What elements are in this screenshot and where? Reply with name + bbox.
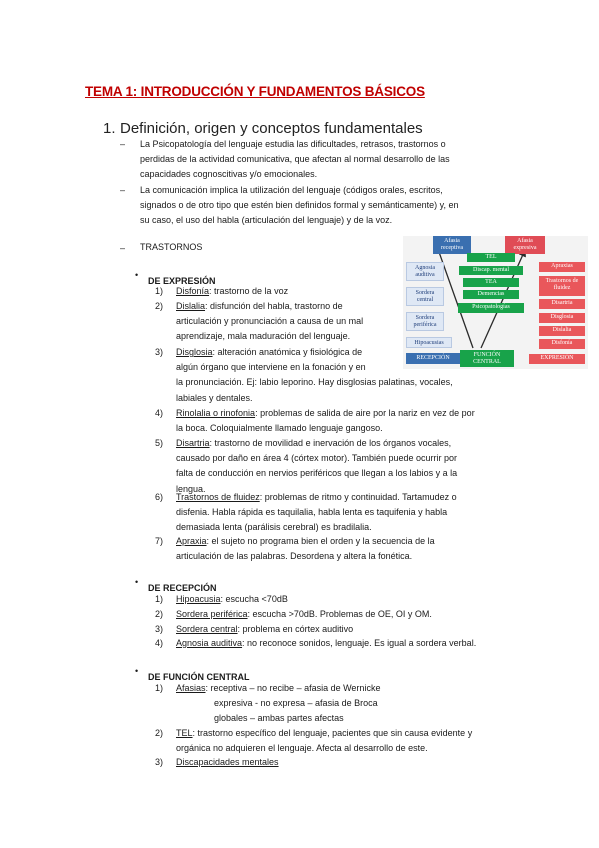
header-afasia-expresiva: Afasia expresiva [505, 236, 545, 254]
box-sordera-periferica: Sordera periférica [406, 312, 444, 331]
list-item: 3) Disglosia: alteración anatómica y fisiológica de algún órgano que interviene en la fonación y en la pronunciación. Ej: labio leporino. Hay disglosias palatinas, vocales, labiales y dentales. [155, 347, 453, 403]
box-disglosia: Disglosia [539, 313, 585, 323]
box-discap-mental: Discap. mental [459, 266, 523, 275]
expresion-heading: DE EXPRESIÓN [148, 276, 216, 286]
funcion-central-heading: DE FUNCIÓN CENTRAL [148, 672, 250, 682]
term-disfonia: Disfonía [176, 286, 210, 296]
recepcion-heading: DE RECEPCIÓN [148, 583, 217, 593]
term-sordera-central: Sordera central [176, 624, 238, 634]
box-dislalia: Dislalia [539, 326, 585, 336]
box-demencias: Demencias [463, 290, 519, 299]
box-disfonia: Disfonía [539, 339, 585, 349]
term-tel: TEL [176, 728, 193, 738]
section-heading-text: Definición, origen y conceptos fundamentales [120, 120, 423, 137]
text-line: signados o de otro tipo que estén bien definidos formal y semánticamente) y, en [140, 200, 459, 211]
text-line: capacidades cognoscitivas y/o emocionales. [140, 169, 318, 180]
term-afasias: Afasias [176, 683, 206, 693]
term-discapacidades-mentales: Discapacidades mentales [176, 757, 279, 767]
document-title: TEMA 1: INTRODUCCIÓN Y FUNDAMENTOS BÁSICOS [85, 84, 425, 99]
term-dislalia: Dislalia [176, 301, 206, 311]
list-item: 2) TEL: trastorno específico del lenguaje, pacientes que sin causa evidente y orgánica no adquieren el lenguaje. Afecta al desarrollo de este. [155, 728, 473, 754]
term-sordera-periferica: Sordera periférica [176, 609, 248, 619]
term-disglosia: Disglosia [176, 347, 213, 357]
box-trastornos-fluidez: Trastornos de fluidez [539, 276, 585, 296]
box-hipoacusias: Hipoacusias [406, 337, 452, 348]
text-line: La Psicopatología del lenguaje estudia las dificultades, retrasos, trastornos o [140, 139, 446, 149]
text-line: La comunicación implica la utilización del lenguaje (códigos orales, escritos, [140, 185, 443, 195]
section-heading [103, 120, 423, 137]
box-tea: TEA [463, 278, 519, 287]
list-item: 1) Afasias: receptiva – no recibe – afasia de Wernicke expresiva - no expresa – afasia de Broca globales – ambas partes afectas [155, 683, 381, 724]
intro-paragraph-1 [140, 137, 450, 183]
term-rinolalia: Rinolalia o rinofonia [176, 408, 256, 418]
arrow-right [481, 250, 525, 348]
term-hipoacusia: Hipoacusia [176, 594, 221, 604]
box-apraxias: Apraxias [539, 262, 585, 272]
dash-marker: – [120, 185, 126, 195]
section-number: 1. [103, 120, 116, 137]
list-item: 5) Disartria: trastorno de movilidad e inervación de los órganos vocales, causado por daño en área 4 (córtex motor). También puede ocurrir por falta de conducción en nervios periféricos que llegan a los labios y a la lengua. [155, 438, 458, 494]
list-item: 3) Discapacidades mentales [155, 757, 279, 767]
list-item: 3) Sordera central: problema en córtex auditivo [155, 624, 354, 634]
bullet-marker: • [135, 270, 139, 280]
dash-marker: – [120, 139, 126, 149]
list-item: 2) Sordera periférica: escucha >70dB. Problemas de OE, OI y OM. [155, 609, 432, 619]
box-agnosia-auditiva: Agnosia auditiva [406, 262, 444, 281]
list-item: 2) Dislalia: disfunción del habla, trastorno de articulación y pronunciación a causa de un mal aprendizaje, mala maduración del lenguaje. [155, 301, 364, 342]
list-item: 4) Rinolalia o rinofonia: problemas de salida de aire por la nariz en vez de por la boca. Coloquialmente llamado lenguaje gangoso. [155, 408, 475, 434]
trastornos-label: TRASTORNOS [140, 242, 203, 252]
footer-expresion: EXPRESIÓN [529, 354, 585, 364]
header-afasia-receptiva: Afasia receptiva [433, 236, 471, 254]
term-disartria: Disartria [176, 438, 210, 448]
text-line: perdidas de la actividad comunicativa, que afectan al normal desarrollo de las [140, 154, 450, 165]
box-tel: TEL [467, 253, 515, 262]
list-item: 1) Disfonía: trastorno de la voz [155, 286, 289, 296]
list-item: 1) Hipoacusia: escucha <70dB [155, 594, 288, 604]
list-item: 6) Trastornos de fluidez: problemas de ritmo y continuidad. Tartamudez o disfenia. Habla rápida es taquilalia, habla lenta es taquifenia y habla demasiada lenta (parálisis cerebral) es bradilalia. [155, 492, 457, 533]
box-disartria: Disartria [539, 299, 585, 309]
language-disorders-diagram [403, 236, 588, 369]
footer-recepcion: RECEPCIÓN [406, 353, 460, 364]
box-sordera-central: Sordera central [406, 287, 444, 306]
dash-marker: – [120, 243, 126, 253]
intro-paragraph-2 [140, 183, 459, 229]
footer-funcion-central: FUNCIÓN CENTRAL [460, 350, 514, 367]
text-line: su caso, el uso del habla (articulación del lenguaje) y de la voz. [140, 215, 393, 226]
box-psicopatologias: Psicopatologías [458, 303, 524, 313]
list-item: 4) Agnosia auditiva: no reconoce sonidos, lenguaje. Es igual a sordera verbal. [155, 638, 477, 648]
term-trastornos-fluidez: Trastornos de fluidez [176, 492, 260, 502]
bullet-marker: • [135, 577, 139, 587]
bullet-marker: • [135, 666, 139, 676]
term-apraxia: Apraxia [176, 536, 207, 546]
term-agnosia-auditiva: Agnosia auditiva [176, 638, 243, 648]
list-item: 7) Apraxia: el sujeto no programa bien el orden y la secuencia de la articulación de las palabras. Desordena y altera la fonética. [155, 536, 435, 562]
